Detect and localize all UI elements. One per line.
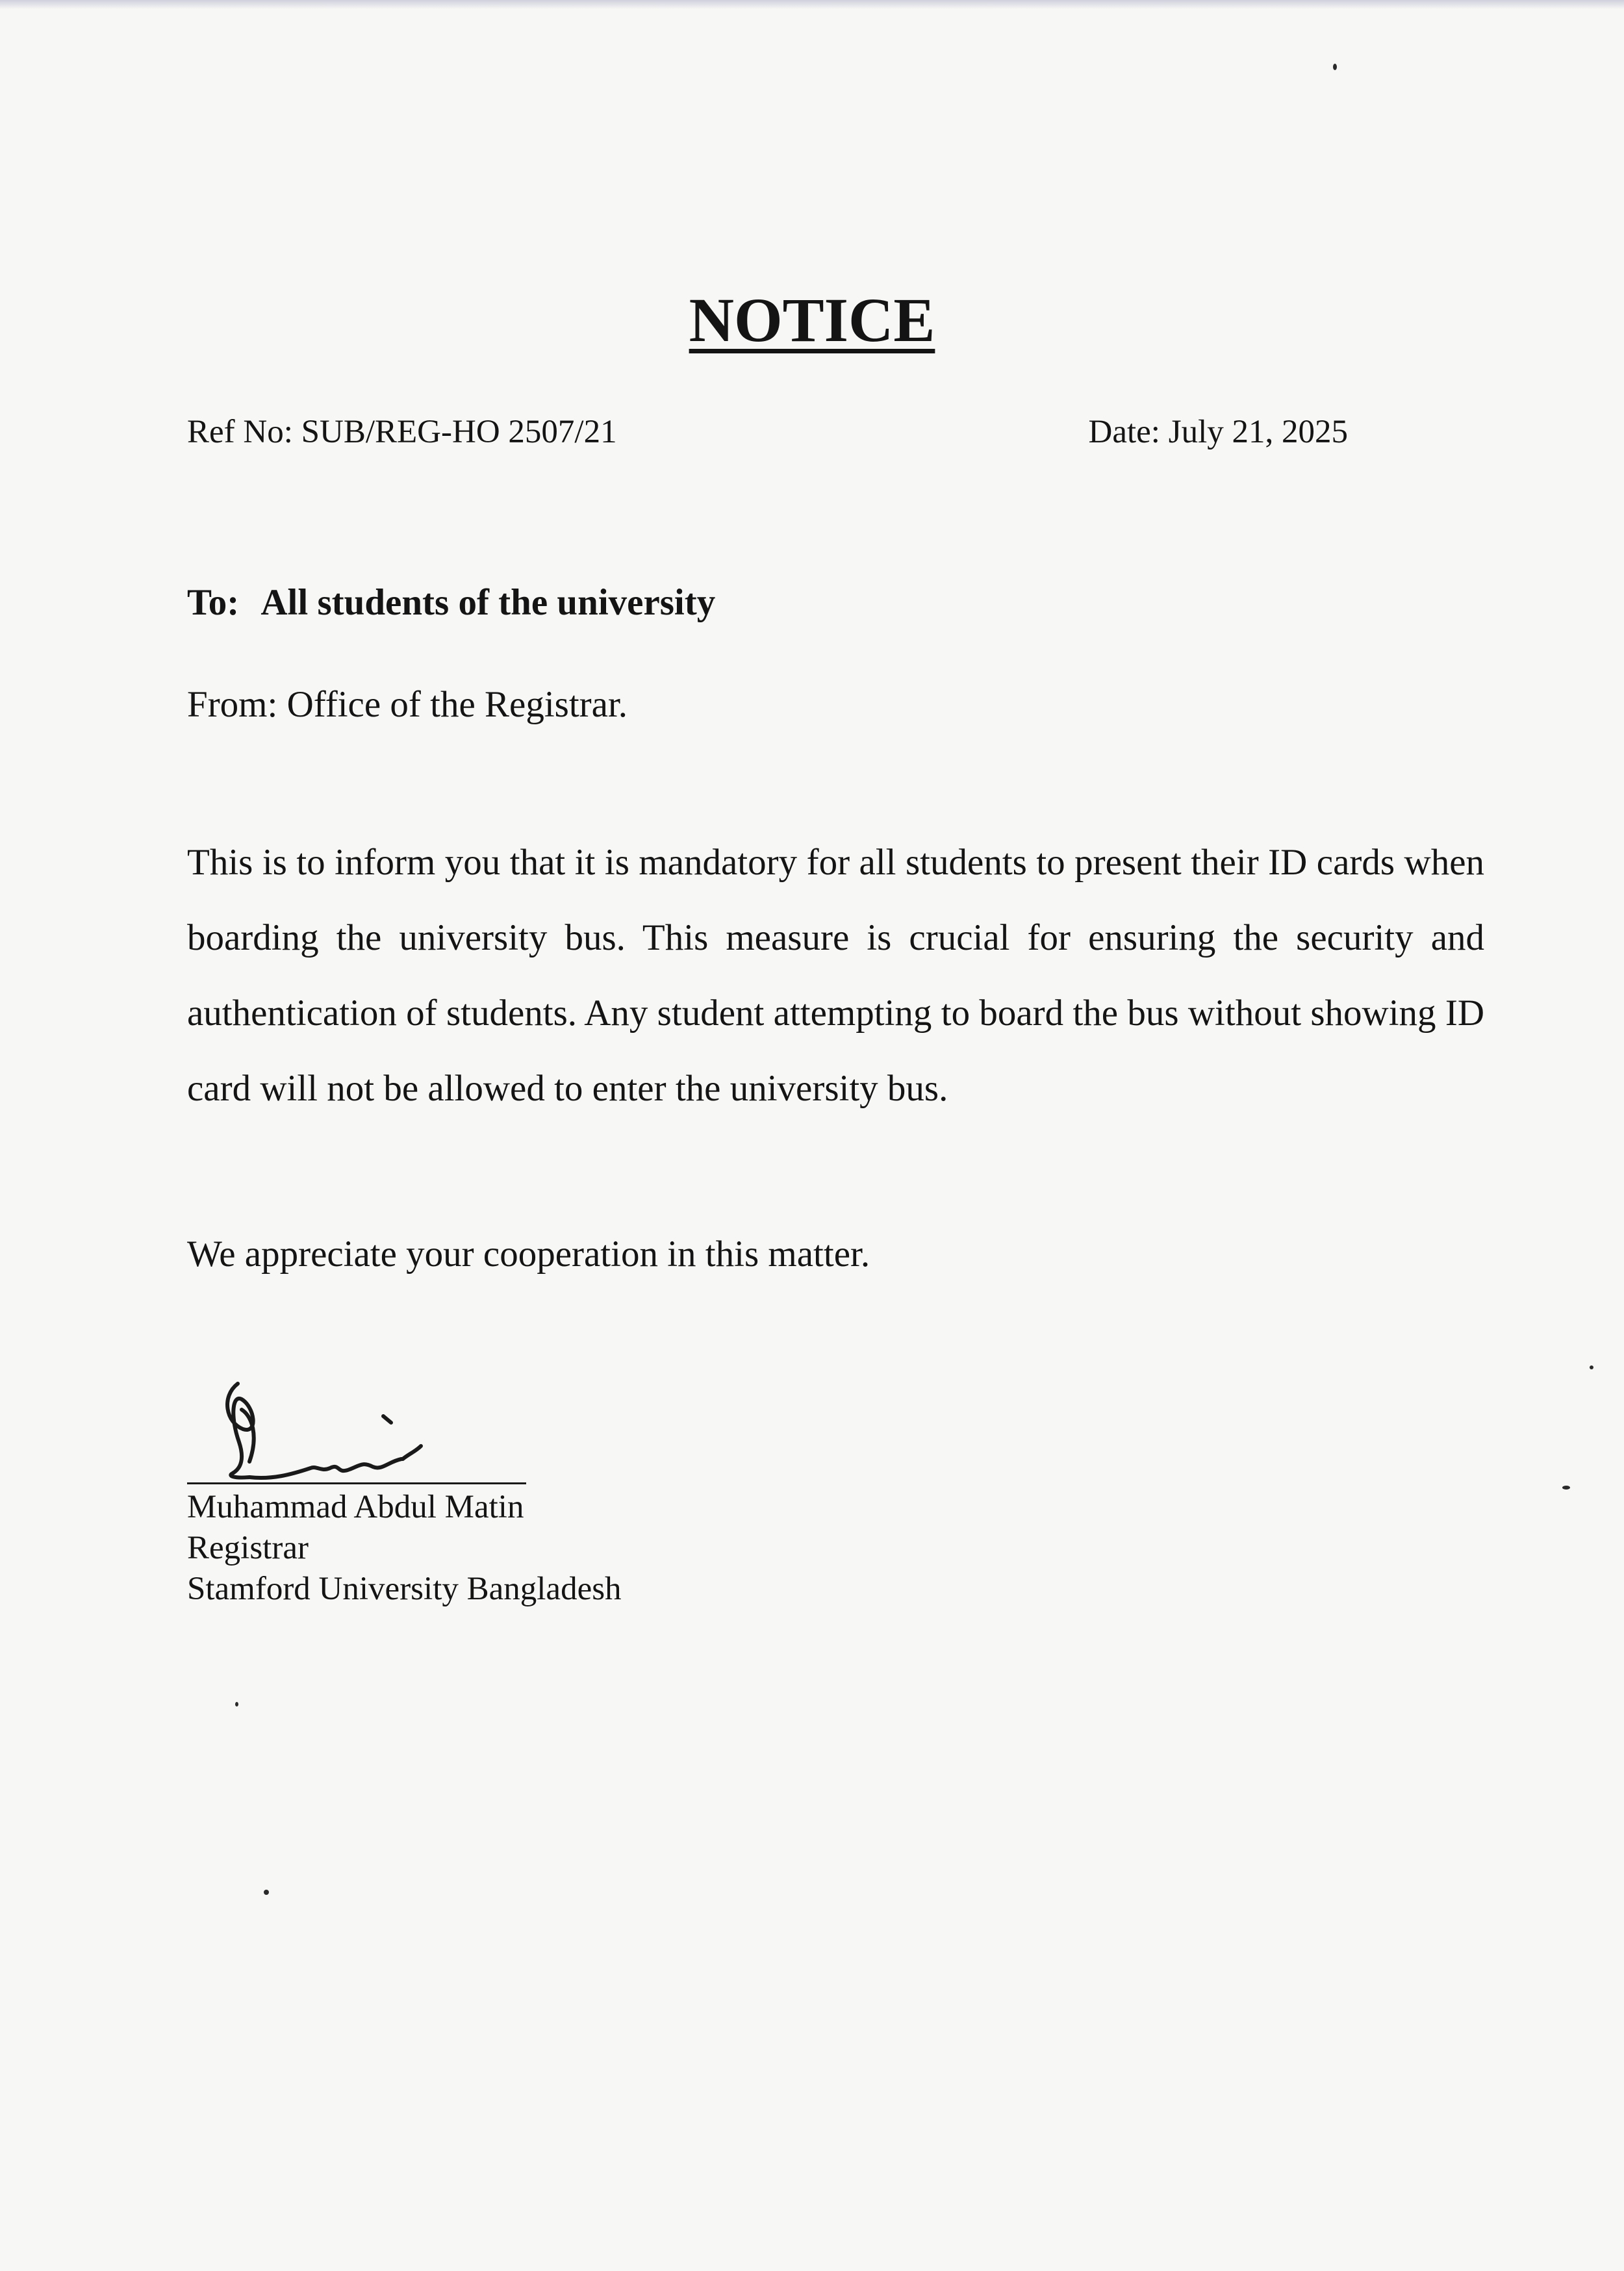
notice-body: This is to inform you that it is mandatory for all students to present their ID cards when boarding the university bus. This measure is crucial for ensuring the security and authentication of students. Any student attempting to board the bus without showing ID card will not be allowed to enter the university bus. [187,842,1484,1109]
signatory-name: Muhammad Abdul Matin [187,1489,524,1525]
scan-speck [1562,1486,1570,1490]
handwritten-signature [187,1371,460,1488]
notice-date: Date: July 21, 2025 [1088,414,1348,450]
scan-speck [264,1890,269,1895]
notice-title: NOTICE [689,285,935,355]
recipient-label: To: [187,582,240,623]
sender-line: From: Office of the Registrar. [187,684,628,725]
scan-edge-shading [0,0,1624,9]
scan-speck [1333,64,1337,70]
scan-speck [1590,1365,1593,1369]
recipient-line [187,581,715,624]
recipient-value: All students of the university [260,582,716,623]
scan-speck [235,1702,238,1706]
signatory-organization: Stamford University Bangladesh [187,1571,622,1607]
signatory-title: Registrar [187,1530,309,1566]
signature-line [187,1482,526,1484]
reference-number: Ref No: SUB/REG-HO 2507/21 [187,414,617,450]
closing-line: We appreciate your cooperation in this matter. [187,1234,870,1275]
